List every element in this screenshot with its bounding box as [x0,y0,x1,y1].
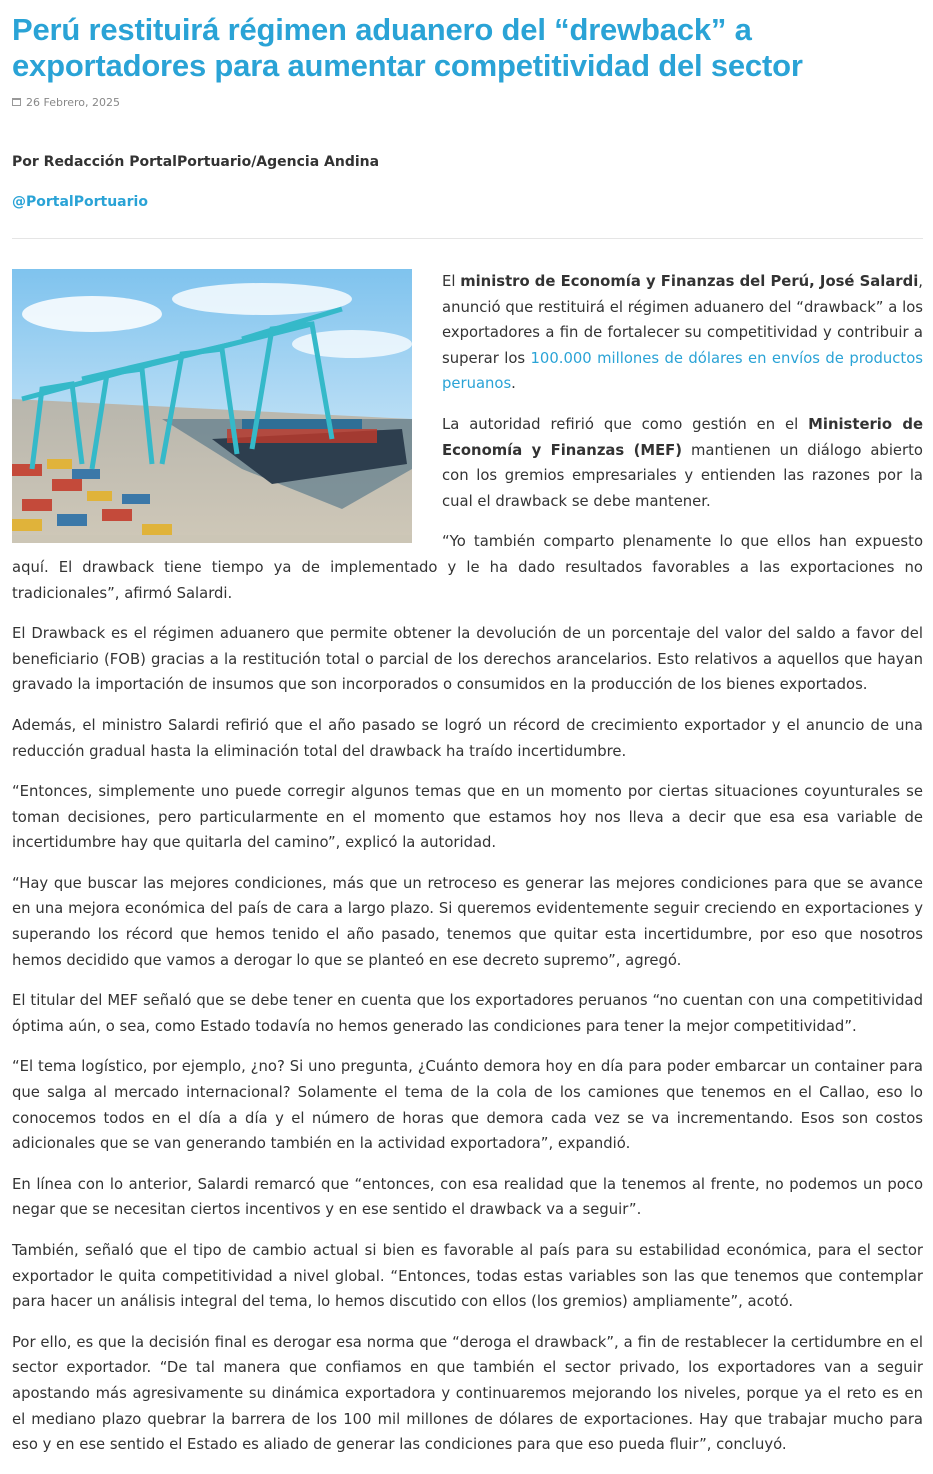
article-date-row [12,94,923,110]
paragraph-1-text-a: El [442,273,461,290]
paragraph-1-text-d: . [511,375,516,393]
calendar-icon [12,98,21,106]
exports-link[interactable]: 100.000 millones de dólares en envíos de productos peruanos [442,349,923,393]
article-date: 26 Febrero, 2025 [26,95,121,109]
paragraph-4: El Drawback es el régimen aduanero que permite obtener la devolución de un porcentaje del valor del saldo a favor del beneficiario (FOB) gracias a la restitución total o parcial de los derechos arancelarios. Esto relativos a aquellos que hayan gravado la importación de insumos que son incorporados o consumidos en la producción de los bienes exportados. [12,625,923,694]
article-byline: Por Redacción PortalPortuario/Agencia Andina [12,154,380,170]
paragraph-2-text-a: La autoridad refirió que como gestión en el [442,415,809,433]
divider [12,238,923,239]
paragraph-2-text-c: mantienen un diálogo abierto con los gremios empresariales y entienden las razones por la cual el drawback se debe mantener. [442,441,923,510]
paragraph-5: Además, el ministro Salardi refirió que el año pasado se logró un récord de crecimiento exportador y el anuncio de una reducción gradual hasta la eliminación total del drawback ha traído incertidumbre. [12,716,923,760]
paragraph-6: “Entonces, simplemente uno puede corregir algunos temas que en un momento por ciertas situaciones coyunturales se toman decisiones, pero particularmente en el momento que estamos hoy nos lleva a decir que esa esa variable de incertidumbre hay que quitarla del camino”, explicó la autoridad. [12,783,923,852]
article-title: Perú restituirá régimen aduanero del “drewback” a exportadores para aumentar competitividad del sector [12,12,803,83]
paragraph-12: Por ello, es que la decisión final es derogar esa norma que “deroga el drawback”, a fin de restablecer la certidumbre en el sector exportador. “De tal manera que confiamos en que también el sector privado, los exportadores van a seguir apostando más agresivamente su dinámica exportadora y continuaremos mejorando los niveles, porque ya el reto es en el mediano plazo quebrar la barrera de los 100 mil millones de dólares de exportaciones. Hay que trabajar mucho para eso y en ese sentido el Estado es aliado de generar las condiciones para que eso pueda fluir”, concluyó. [12,1333,923,1454]
paragraph-8: El titular del MEF señaló que se debe tener en cuenta que los exportadores peruanos “no cuentan con una competitividad óptima aún, o sea, como Estado todavía no hemos generado las condiciones para tener la mejor competitividad”. [12,992,923,1035]
article-body [12,269,923,1458]
paragraph-11: También, señaló que el tipo de cambio actual si bien es favorable al país para su estabilidad económica, para el sector exportador le quita competitividad a nivel global. “Entonces, todas estas variables son las que tenemos que contemplar para hacer un análisis integral del tema, lo hemos discutido con ellos (los gremios) ampliamente”, acotó. [12,1242,923,1311]
paragraph-9: “El tema logístico, por ejemplo, ¿no? Si uno pregunta, ¿Cuánto demora hoy en día para poder embarcar un container para que salga al mercado internacional? Solamente el tema de la cola de los camiones que tenemos en el Callao, eso lo conocemos todos en el día a día y el número de horas que demora cada vez se va incrementando. Esos son costos adicionales que se van generando también en la actividad exportadora”, expandió. [12,1058,923,1153]
port-cranes-image [12,269,412,543]
paragraph-1-text-c: , anunció que restituirá el régimen aduanero del “drawback” a los exportadores a fin de fortalecer su competitividad y contribuir a superar los [442,273,923,367]
paragraph-10: En línea con lo anterior, Salardi remarcó que “entonces, con esa realidad que la tenemos al frente, no podemos un poco negar que se necesitan ciertos incentivos y en ese sentido el drawback va a seguir”. [12,1175,923,1219]
paragraph-2-bold: Ministerio de Economía y Finanzas (MEF) [442,415,923,459]
paragraph-7: “Hay que buscar las mejores condiciones, más que un retroceso es generar las mejores condiciones para que se avance en una mejora económica del país de cara a largo plazo. Si queremos evidentemente seguir creciendo en exportaciones y superando los récord que hemos tenido el año pasado, tenemos que quitar esta incertidumbre, por eso que nosotros hemos decidido que vamos a derogar lo que se planteó en ese decreto supremo”, agregó. [12,874,923,969]
twitter-handle-link[interactable]: @PortalPortuario [12,194,148,210]
paragraph-1-bold: ministro de Economía y Finanzas del Perú, José Salardi [460,273,919,290]
port-image-illustration [12,269,412,543]
paragraph-3: “Yo también comparto plenamente lo que ellos han expuesto aquí. El drawback tiene tiempo ya de implementado y le ha dado resultados favorables a las exportaciones no tradicionales”, afirmó Salardi. [12,533,923,602]
